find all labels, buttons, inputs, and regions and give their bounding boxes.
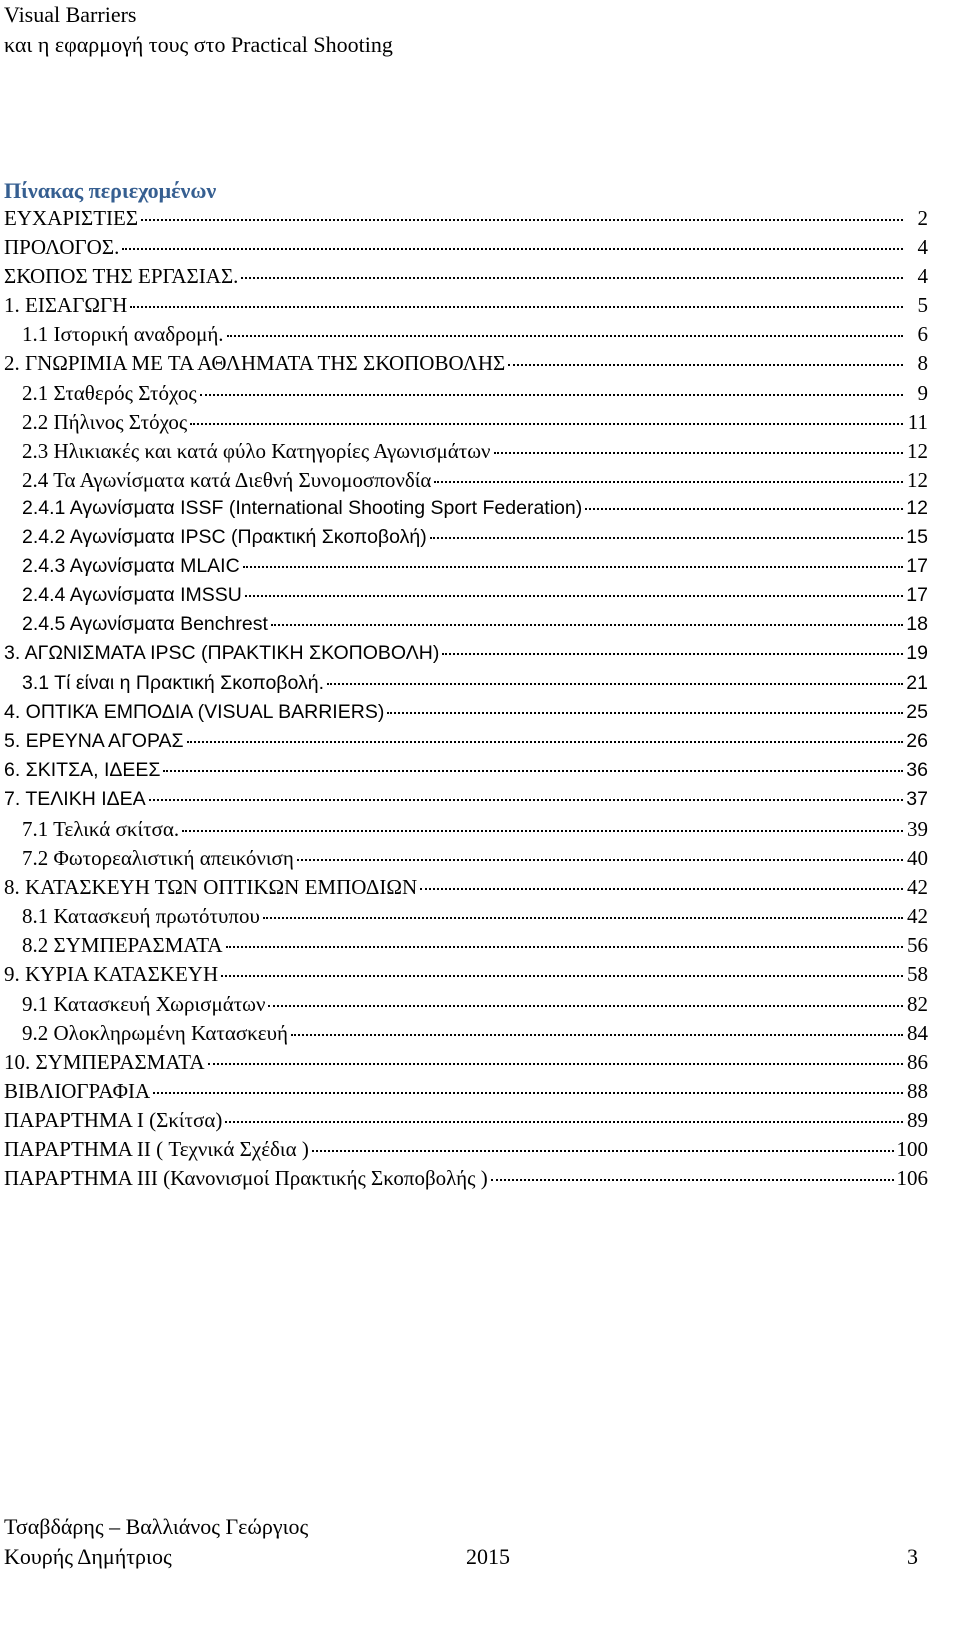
toc-dot-leader (243, 566, 903, 568)
toc-entry-page: 84 (907, 1020, 928, 1045)
toc-entry[interactable] (0, 846, 928, 875)
toc-entry-label: 8.2 ΣΥΜΠΕΡΑΣΜΑΤΑ (22, 933, 223, 958)
footer-author-2: Κουρής Δημήτριος (4, 1544, 172, 1569)
toc-entry[interactable] (0, 1108, 928, 1137)
toc-entry[interactable] (0, 468, 928, 497)
toc-entry[interactable] (0, 642, 928, 671)
toc-dot-leader (187, 741, 903, 743)
toc-entry-page: 2 (917, 206, 928, 230)
toc-dot-leader (312, 1150, 894, 1152)
toc-entry-page: 58 (907, 962, 928, 987)
toc-entry-page: 42 (907, 875, 928, 900)
toc-dot-leader (327, 683, 903, 685)
toc-entry[interactable] (0, 235, 928, 264)
toc-dot-leader (442, 653, 903, 655)
toc-entry-label: ΠΑΡΑΡΤΗΜΑ II ( Τεχνικά Σχέδια ) (4, 1137, 309, 1161)
toc-entry[interactable] (0, 1137, 928, 1166)
toc-entry-page: 25 (906, 700, 928, 723)
toc-entry-page: 5 (917, 293, 928, 318)
toc-dot-leader (226, 946, 903, 948)
toc-entry-page: 4 (917, 235, 928, 260)
toc-entry-page: 36 (906, 758, 928, 781)
toc-dot-leader (494, 452, 903, 454)
toc-entry[interactable] (0, 410, 928, 439)
toc-entry-label: 9. ΚΥΡΙΑ ΚΑΤΑΣΚΕΥΗ (4, 962, 219, 987)
toc-entry-label: 2.4.1 Αγωνίσματα ISSF (International Shooting Sport Federation) (22, 496, 583, 519)
toc-heading: Πίνακας περιεχομένων (4, 178, 217, 203)
toc-dot-leader (130, 306, 903, 308)
toc-entry-label: 4. ΟΠΤΙΚΆ ΕΜΠΟΔΙΑ (VISUAL BARRIERS) (4, 700, 385, 723)
toc-entry-page: 42 (907, 904, 928, 929)
toc-dot-leader (430, 537, 903, 539)
header-title: Visual Barriers (4, 2, 137, 27)
toc-entry-label: 6. ΣΚΙΤΣΑ, ΙΔΕΕΣ (4, 758, 161, 781)
toc-entry-page: 26 (906, 729, 928, 752)
toc-entry[interactable] (0, 701, 928, 730)
toc-entry[interactable] (0, 322, 928, 351)
toc-entry[interactable] (0, 497, 928, 526)
toc-entry[interactable] (0, 1079, 928, 1108)
toc-entry[interactable] (0, 351, 928, 380)
toc-dot-leader (263, 917, 903, 919)
toc-entry-page: 9 (917, 380, 928, 405)
toc-dot-leader (200, 394, 903, 396)
toc-entry[interactable] (0, 788, 928, 817)
toc-entry[interactable] (0, 1050, 928, 1079)
toc-entry-label: ΣΚΟΠΟΣ ΤΗΣ ΕΡΓΑΣΙΑΣ. (4, 264, 239, 289)
toc-entry-label: 8. ΚΑΤΑΣΚΕΥΗ ΤΩΝ ΟΠΤΙΚΩΝ ΕΜΠΟΔΙΩΝ (4, 875, 418, 900)
toc-dot-leader (245, 595, 903, 597)
toc-entry[interactable] (0, 381, 928, 410)
toc-dot-leader (227, 335, 903, 337)
toc-entry-label: 8.1 Κατασκευή πρωτότυπου (22, 904, 260, 929)
toc-entry-label: 2.2 Πήλινος Στόχος (22, 409, 188, 434)
toc-entry-label: 9.1 Κατασκευή Χωρισμάτων (22, 991, 266, 1016)
toc-dot-leader (241, 277, 903, 279)
toc-entry-label: 2.4.5 Αγωνίσματα Benchrest (22, 613, 268, 636)
toc-entry-label: ΠΑΡΑΡΤΗΜΑ III (Κανονισμοί Πρακτικής Σκοποβολής ) (4, 1166, 488, 1191)
toc-entry-page: 106 (896, 1166, 928, 1191)
toc-entry[interactable] (0, 992, 928, 1021)
toc-entry-label: 7.1 Τελικά σκίτσα. (22, 816, 180, 841)
toc-entry-page: 11 (907, 409, 928, 434)
footer-page-number: 3 (907, 1544, 918, 1569)
toc-dot-leader (153, 1092, 903, 1094)
toc-entry-label: 1. ΕΙΣΑΓΩΓΗ (4, 293, 128, 318)
header-subtitle: και η εφαρμογή τους στο Practical Shooting (4, 32, 393, 57)
toc-dot-leader (291, 1034, 903, 1036)
toc-dot-leader (182, 830, 903, 832)
toc-entry-label: 10. ΣΥΜΠΕΡΑΣΜΑΤΑ (4, 1049, 205, 1074)
toc-entry-label: 3. ΑΓΩΝΙΣΜΑΤΑ IPSC (ΠΡΑΚΤΙΚΗ ΣΚΟΠΟΒΟΛΗ) (4, 642, 440, 665)
toc-entry-page: 39 (907, 816, 928, 841)
toc-entry-label: 2.3 Ηλικιακές και κατά φύλο Κατηγορίες Αγωνισμάτων (22, 438, 491, 463)
toc-dot-leader (149, 799, 903, 801)
toc-entry-label: 2. ΓΝΩΡΙΜΙΑ ΜΕ ΤΑ ΑΘΛΗΜΑΤΑ ΤΗΣ ΣΚΟΠΟΒΟΛΗΣ (4, 351, 506, 376)
toc-entry[interactable] (0, 439, 928, 468)
toc-dot-leader (297, 859, 903, 861)
toc-dot-leader (491, 1179, 894, 1181)
toc-entry[interactable] (0, 962, 928, 991)
toc-entry-label: ΠΡΟΛΟΓΟΣ. (4, 235, 120, 260)
toc-entry-page: 40 (907, 846, 928, 871)
toc-entry-label: 2.4.3 Αγωνίσματα MLAIC (22, 555, 240, 578)
toc-entry-label: 9.2 Ολοκληρωμένη Κατασκευή (22, 1020, 288, 1045)
toc-entry[interactable] (0, 904, 928, 933)
toc-dot-leader (122, 248, 903, 250)
toc-entry-label: 3.1 Τί είναι η Πρακτική Σκοποβολή. (22, 671, 325, 694)
toc-entry[interactable] (0, 206, 928, 235)
toc-entry-page: 18 (906, 613, 928, 636)
toc-dot-leader (420, 888, 903, 890)
toc-dot-leader (221, 975, 903, 977)
toc-entry-page: 88 (907, 1078, 928, 1103)
toc-entry-page: 12 (907, 467, 928, 492)
toc-entry-page: 6 (917, 322, 928, 347)
toc-entry-page: 86 (907, 1049, 928, 1074)
footer-year: 2015 (466, 1544, 510, 1569)
toc-entry-label: 1.1 Ιστορική αναδρομή. (22, 322, 224, 347)
toc-entry-label: 5. ΕΡΕΥΝΑ ΑΓΟΡΑΣ (4, 729, 184, 752)
toc-entry-page: 21 (906, 671, 928, 694)
toc-entry[interactable] (0, 293, 928, 322)
toc-entry-label: 7.2 Φωτορεαλιστική απεικόνιση (22, 846, 294, 871)
toc-dot-leader (190, 423, 903, 425)
footer-author-1: Τσαβδάρης – Βαλλιάνος Γεώργιος (4, 1514, 309, 1539)
toc-entry[interactable] (0, 759, 928, 788)
toc-entry-page: 8 (917, 351, 928, 376)
toc-dot-leader (387, 712, 903, 714)
toc-entry[interactable] (0, 555, 928, 584)
toc-entry-page: 17 (906, 584, 928, 607)
toc-entry-page: 12 (907, 438, 928, 463)
toc-entry-label: ΕΥΧΑΡΙΣΤΙΕΣ (4, 206, 139, 230)
toc-entry-label: 2.4.4 Αγωνίσματα IMSSU (22, 584, 242, 607)
toc-dot-leader (141, 219, 903, 221)
toc-entry[interactable] (0, 613, 928, 642)
page-header (4, 0, 393, 60)
toc-entry-page: 56 (907, 933, 928, 958)
page-footer (4, 1512, 924, 1572)
toc-entry-page: 19 (906, 642, 928, 665)
toc-entry[interactable] (0, 817, 928, 846)
toc-entry[interactable] (0, 1021, 928, 1050)
toc-dot-leader (434, 481, 903, 483)
toc-entry-label: 2.4 Τα Αγωνίσματα κατά Διεθνή Συνομοσπονδία (22, 467, 432, 492)
toc-entry-label: 7. ΤΕΛΙΚΗ ΙΔΕΑ (4, 787, 146, 810)
toc-entry-label: 2.4.2 Αγωνίσματα IPSC (Πρακτική Σκοποβολή) (22, 526, 427, 549)
toc-entry[interactable] (0, 730, 928, 759)
toc-entry-page: 15 (906, 526, 928, 549)
toc-entry-label: ΒΙΒΛΙΟΓΡΑΦΙΑ (4, 1078, 151, 1103)
toc-entry[interactable] (0, 264, 928, 293)
toc-entry[interactable] (0, 1166, 928, 1195)
toc-dot-leader (225, 1121, 903, 1123)
toc-entry-page: 100 (896, 1137, 928, 1161)
toc-entry-page: 37 (906, 787, 928, 810)
toc-entry-page: 12 (906, 496, 928, 519)
toc-entry-label: ΠΑΡΑΡΤΗΜΑ I (Σκίτσα) (4, 1107, 223, 1132)
toc-dot-leader (268, 1005, 903, 1007)
toc-dot-leader (585, 508, 903, 510)
toc-dot-leader (163, 770, 903, 772)
toc-entry-page: 89 (907, 1107, 928, 1132)
toc-entry-label: 2.1 Σταθερός Στόχος (22, 380, 197, 405)
toc-dot-leader (208, 1063, 903, 1065)
toc-entry[interactable] (0, 875, 928, 904)
toc-entry-page: 17 (906, 555, 928, 578)
toc-entry[interactable] (0, 526, 928, 555)
toc-dot-leader (271, 624, 903, 626)
toc-entry[interactable] (0, 672, 928, 701)
toc-entry-page: 4 (917, 264, 928, 289)
table-of-contents (0, 206, 928, 1195)
toc-entry-page: 82 (907, 991, 928, 1016)
toc-entry[interactable] (0, 933, 928, 962)
toc-entry[interactable] (0, 584, 928, 613)
toc-dot-leader (508, 364, 903, 366)
